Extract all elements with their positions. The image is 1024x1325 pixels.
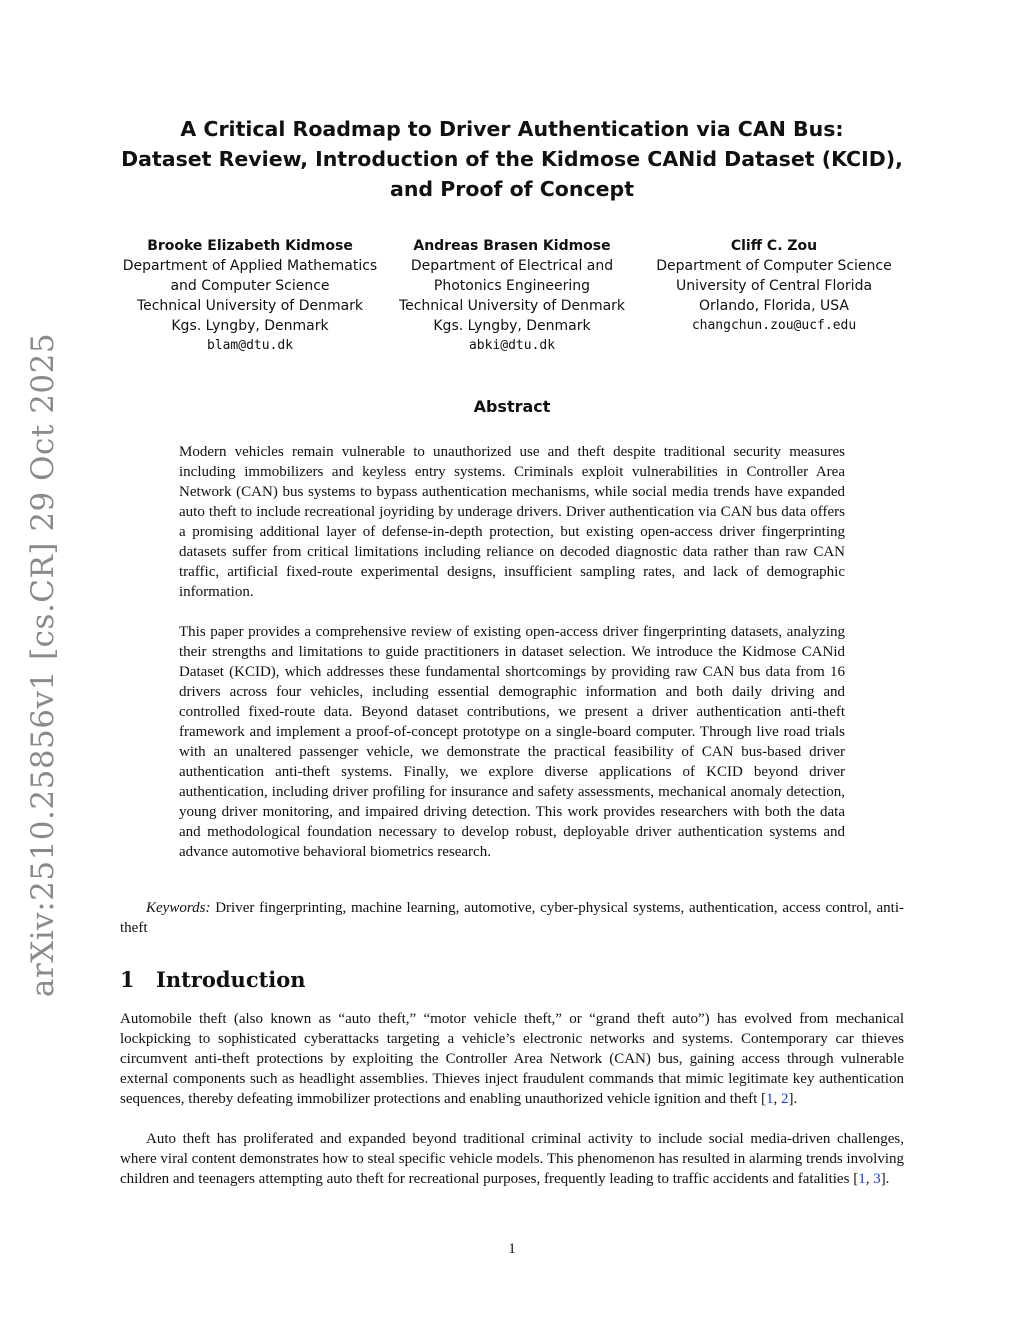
author-name: Brooke Elizabeth Kidmose	[147, 238, 353, 254]
author-block-1	[110, 236, 390, 356]
section-number: 1	[120, 967, 135, 992]
author-email: changchun.zou@ucf.edu	[691, 318, 857, 333]
arxiv-identifier-text: arXiv:2510.25856v1 [cs.CR] 29 Oct 2025	[25, 332, 62, 998]
title-line-3: and Proof of Concept	[390, 177, 634, 201]
author-affiliation-line: Department of Computer Science	[656, 258, 892, 274]
author-affiliation-line: Kgs. Lyngby, Denmark	[171, 318, 329, 334]
author-affiliation-line: Orlando, Florida, USA	[699, 298, 849, 314]
citation-link[interactable]: 1	[858, 1171, 866, 1187]
author-affiliation-line: Department of Applied Mathematics	[122, 258, 378, 274]
intro-paragraph-2-text: Auto theft has proliferated and expanded beyond traditional criminal activity to include social media-driven challenges, where viral content demonstrates how to steal specific vehicle models. This phenomenon has resulted in alarming trends involving children and teenagers attempting auto theft for recreational purposes, frequently leading to traffic accidents and fatalities	[120, 1131, 904, 1187]
citation-link[interactable]: 3	[873, 1171, 881, 1187]
author-affiliation-line: Technical University of Denmark	[136, 298, 364, 314]
citation-link[interactable]: 2	[781, 1091, 789, 1107]
abstract-heading: Abstract	[473, 397, 551, 416]
title-line-2: Dataset Review, Introduction of the Kidmose CANid Dataset (KCID),	[121, 147, 903, 171]
author-name: Cliff C. Zou	[730, 238, 818, 254]
title-line-1: A Critical Roadmap to Driver Authentication via CAN Bus:	[180, 117, 844, 141]
author-email: blam@dtu.dk	[206, 338, 294, 353]
author-block-2	[380, 236, 644, 356]
author-affiliation-line: and Computer Science	[170, 278, 330, 294]
author-affiliation-line: Kgs. Lyngby, Denmark	[433, 318, 591, 334]
arxiv-identifier-stamp	[22, 332, 64, 998]
keywords-label: Keywords:	[146, 900, 211, 916]
intro-paragraph-1: Automobile theft (also known as “auto theft,” “motor vehicle theft,” or “grand theft auto”) has evolved from mechanical lockpicking to sophisticated cyberattacks targeting a vehicle’s electronic networks and systems. Contemporary car thieves circumvent anti-theft protections by exploiting the Controller Area Network (CAN) bus, gaining access through vulnerable external components such as headlight assemblies. Thieves inject fraudulent commands that mimic legitimate key authentication sequences, thereby defeating immobilizer protections and enabling unauthorized vehicle ignition and theft [1, 2].	[120, 1011, 904, 1107]
keywords-text: Driver fingerprinting, machine learning, automotive, cyber-physical systems, authentication, access control, anti-theft	[120, 900, 904, 936]
author-affiliation-line: Department of Electrical and	[410, 258, 614, 274]
citation-link[interactable]: 1	[766, 1091, 774, 1107]
page-number: 1	[508, 1241, 516, 1257]
author-block-3	[634, 236, 914, 336]
abstract-paragraph-2: This paper provides a comprehensive review of existing open-access driver fingerprinting datasets, analyzing their strengths and limitations to guide practitioners in dataset selection. We introduce the Kidmose CANid Dataset (KCID), which addresses these fundamental shortcomings by providing raw CAN bus data from 16 drivers across four vehicles, including essential demographic information and both daily driving and controlled fixed-route data. Beyond dataset contributions, we present a driver authentication anti-theft framework and implement a proof-of-concept prototype on a single-board computer. Through live road trials with an unaltered passenger vehicle, we demonstrate the practical feasibility of CAN bus-based driver authentication anti-theft systems. Finally, we explore diverse applications of KCID beyond driver authentication, including driver profiling for insurance and safety assessments, mechanical anomaly detection, young driver monitoring, and impaired driving detection. This work provides researchers with both the data and methodological foundation necessary to develop robust, deployable driver authentication systems and advance automotive behavioral biometrics research.	[179, 624, 845, 860]
intro-paragraph-1-text: Automobile theft (also known as “auto theft,” “motor vehicle theft,” or “grand theft auto”) has evolved from mechanical lockpicking to sophisticated cyberattacks targeting a vehicle’s electronic networks and systems. Contemporary car thieves circumvent anti-theft protections by exploiting the Controller Area Network (CAN) bus, gaining access through vulnerable external components such as headlight assemblies. Thieves inject fraudulent commands that mimic legitimate key authentication sequences, thereby defeating immobilizer protections and enabling unauthorized vehicle ignition and theft	[120, 1011, 904, 1107]
author-name: Andreas Brasen Kidmose	[413, 238, 611, 254]
author-affiliation-line: Technical University of Denmark	[398, 298, 626, 314]
section-heading	[120, 966, 306, 994]
keywords-paragraph	[120, 898, 904, 938]
author-email: abki@dtu.dk	[468, 338, 556, 353]
author-affiliation-line: University of Central Florida	[675, 278, 873, 294]
abstract-paragraph-1: Modern vehicles remain vulnerable to unauthorized use and theft despite traditional security measures including immobilizers and keyless entry systems. Criminals exploit vulnerabilities in Controller Area Network (CAN) bus systems to bypass authentication mechanisms, while social media trends have expanded auto theft to include recreational joyriding by underage drivers. Driver authentication via CAN bus data offers a promising additional layer of defense-in-depth protection, but existing open-access driver fingerprinting datasets suffer from critical limitations including reliance on decoded diagnostic data rather than raw CAN traffic, artificial fixed-route experimental designs, insufficient sampling rates, and lack of demographic information.	[179, 444, 845, 600]
paper-title	[120, 114, 904, 204]
section-title: Introduction	[156, 967, 306, 992]
intro-paragraph-2: Auto theft has proliferated and expanded beyond traditional criminal activity to include social media-driven challenges, where viral content demonstrates how to steal specific vehicle models. This phenomenon has resulted in alarming trends involving children and teenagers attempting auto theft for recreational purposes, frequently leading to traffic accidents and fatalities [1, 3].	[120, 1131, 904, 1187]
author-affiliation-line: Photonics Engineering	[433, 278, 591, 294]
